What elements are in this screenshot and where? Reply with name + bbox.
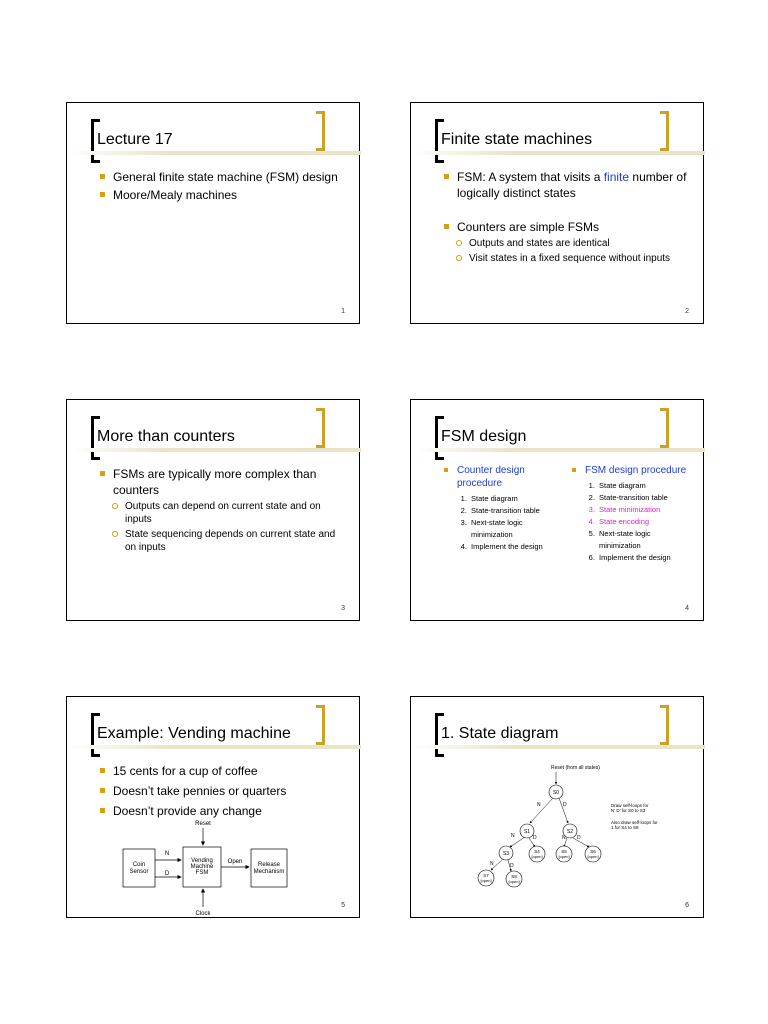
slide-number: 5	[341, 902, 345, 909]
sub-bullet: Outputs can depend on current state and on inputs	[99, 500, 343, 526]
edge-label-n: N	[537, 802, 541, 808]
step: 3. Next-state logic minimization	[469, 517, 561, 541]
counter-procedure-column	[443, 464, 561, 553]
step: 2. State-transition table	[597, 492, 689, 504]
slide-6	[410, 696, 704, 918]
vending-fsm-label: Machine	[190, 864, 214, 870]
right-bracket-decoration	[660, 111, 669, 151]
edge-label-n: N	[511, 833, 515, 839]
step-list	[443, 493, 561, 553]
step-list	[571, 480, 689, 564]
release-mechanism-box	[251, 849, 287, 887]
sub-bullet: Outputs and states are identical	[443, 237, 687, 250]
slide-content	[99, 466, 343, 556]
slide-title: Finite state machines	[441, 131, 593, 148]
slide-title: More than counters	[97, 428, 235, 445]
n-label: N	[164, 851, 170, 857]
diagram-note: N’ D’ for S0 to S3	[611, 808, 646, 813]
fsm-procedure-column	[571, 464, 689, 564]
slide-5	[66, 696, 360, 918]
slide-content	[443, 169, 687, 267]
bullet	[443, 169, 687, 201]
vending-machine-block-diagram	[67, 697, 361, 919]
state-output-label: [open]	[508, 879, 520, 884]
diagram-note: 1 for S4 to S8	[611, 825, 639, 830]
step: 2. State-transition table	[469, 505, 561, 517]
diagram-note: Draw self-loops for	[611, 803, 649, 808]
state-label: S7	[483, 873, 489, 878]
slide-content	[99, 169, 343, 205]
edge-label-d: D	[510, 863, 514, 869]
edge-label-d: D	[533, 835, 537, 841]
state-label: S5	[561, 849, 567, 854]
diagram-note: Also draw self-loops for	[611, 820, 658, 825]
reset-label: Reset (from all states)	[551, 765, 600, 771]
edge-label-d: D	[577, 835, 581, 841]
step: 1. State diagram	[597, 480, 689, 492]
edge-label-d: D	[563, 802, 567, 808]
highlight-text: finite	[603, 170, 630, 184]
bullet: Doesn’t provide any change	[99, 803, 343, 819]
bullet: Doesn’t take pennies or quarters	[99, 783, 343, 799]
state-label: S6	[590, 849, 596, 854]
title-rule	[67, 448, 361, 452]
title-rule	[411, 448, 705, 452]
state-output-label: [open]	[531, 854, 543, 859]
slide-title: Lecture 17	[97, 131, 173, 148]
state-output-label: [open]	[558, 854, 570, 859]
vending-fsm-label: Vending	[191, 858, 213, 864]
bullet-text: number of logically distinct states	[457, 170, 687, 200]
open-label: Open	[227, 859, 243, 865]
state-label: S1	[523, 829, 531, 835]
step: 5. Next-state logic minimization	[597, 528, 689, 552]
slide-number: 2	[685, 308, 689, 315]
reset-label: Reset	[195, 821, 211, 827]
step: 4. Implement the design	[469, 541, 561, 553]
vending-fsm-label: FSM	[195, 870, 209, 876]
right-bracket-decoration	[316, 408, 325, 448]
sub-bullet: State sequencing depends on current state and on inputs	[99, 528, 343, 554]
release-mechanism-label: Release	[257, 862, 281, 868]
bullet-text: FSM: A system that visits a	[457, 170, 604, 184]
bullet: FSMs are typically more complex than counters	[99, 466, 343, 498]
column-heading: Counter design procedure	[443, 464, 561, 490]
coin-sensor-label: Sensor	[129, 869, 149, 875]
state-output-label: [open]	[480, 878, 492, 883]
bullet: Counters are simple FSMs	[443, 219, 687, 235]
state-output-label: [open]	[587, 854, 599, 859]
slide-number: 6	[685, 902, 689, 909]
slide-2	[410, 102, 704, 324]
step: 1. State diagram	[469, 493, 561, 505]
transition-edge	[530, 798, 553, 823]
state-label: S8	[511, 874, 517, 879]
step-highlighted: 3. State minimization	[597, 504, 689, 516]
sub-bullet: Visit states in a fixed sequence without inputs	[443, 252, 687, 265]
edge-label-n: N	[490, 861, 494, 867]
state-label: S0	[552, 790, 560, 796]
edge-label-n: N	[562, 835, 566, 841]
right-bracket-decoration	[316, 111, 325, 151]
step: 6. Implement the design	[597, 552, 689, 564]
slide-number: 4	[685, 605, 689, 612]
step-highlighted: 4. State encoding	[597, 516, 689, 528]
bullet: General finite state machine (FSM) design	[99, 169, 343, 185]
slide-title: FSM design	[441, 428, 527, 445]
slide-title: 1. State diagram	[441, 725, 559, 742]
slide-4	[410, 399, 704, 621]
slide-1	[66, 102, 360, 324]
slide-number: 3	[341, 605, 345, 612]
title-rule	[411, 151, 705, 155]
bullet: Moore/Mealy machines	[99, 187, 343, 203]
transition-edge	[573, 838, 589, 847]
coin-sensor-box	[123, 849, 155, 887]
clock-label: Clock	[195, 911, 211, 917]
bullet: 15 cents for a cup of coffee	[99, 763, 343, 779]
column-heading: FSM design procedure	[571, 464, 689, 477]
d-label: D	[164, 871, 170, 877]
release-mechanism-label: Mechanism	[253, 869, 285, 875]
state-label: S2	[566, 829, 574, 835]
coin-sensor-label: Coin	[132, 862, 146, 868]
slide-number: 1	[341, 308, 345, 315]
title-rule	[67, 151, 361, 155]
slide-3	[66, 399, 360, 621]
state-label: S3	[502, 851, 510, 857]
right-bracket-decoration	[660, 408, 669, 448]
state-diagram	[411, 697, 705, 919]
state-label: S4	[534, 849, 540, 854]
slide-title: Example: Vending machine	[97, 725, 291, 742]
